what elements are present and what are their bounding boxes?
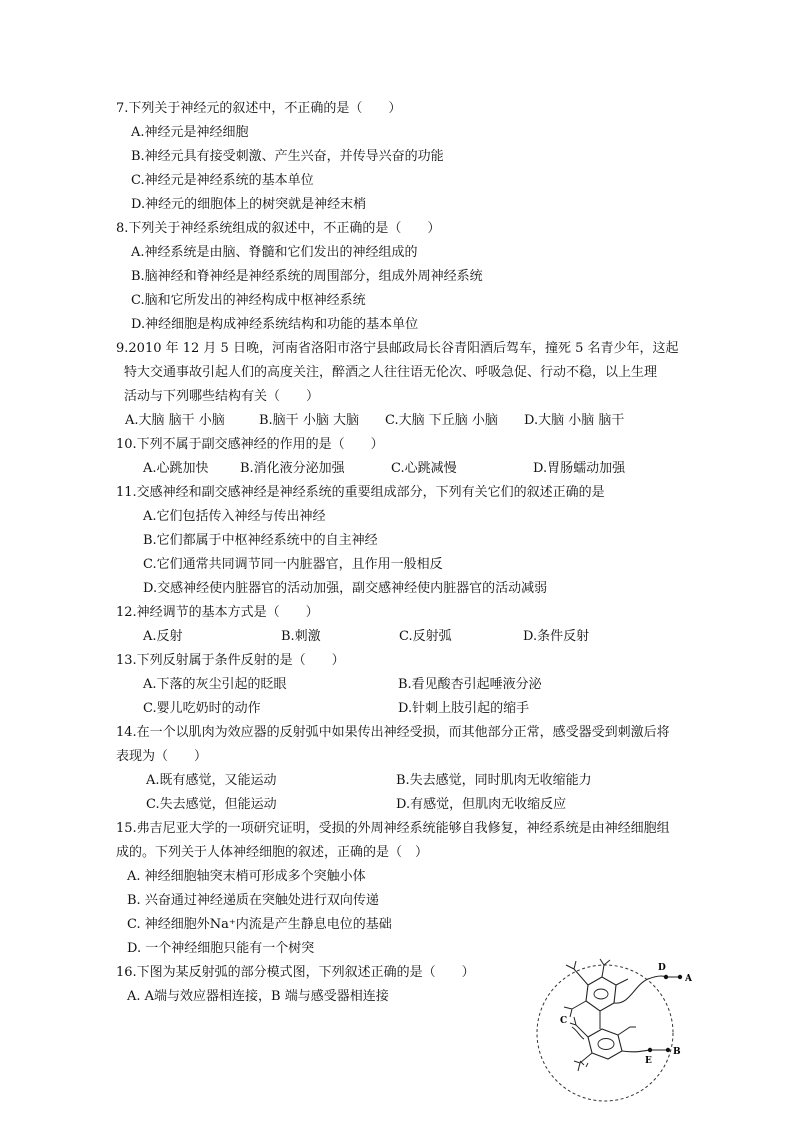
q14-stem-line1: 14.在一个以肌肉为效应器的反射弧中如果传出神经受损，而其他部分正常，感受器受到刺激后将	[116, 725, 670, 740]
upper-neuron-body	[586, 977, 616, 1011]
lower-axon	[622, 1050, 650, 1052]
q7-stem: 7.下列关于神经元的叙述中，不正确的是（ ）	[116, 101, 402, 116]
q7-option-b: B.神经元具有接受刺激、产生兴奋，并传导兴奋的功能	[131, 149, 444, 164]
q14-option-b: B.失去感觉，同时肌肉无收缩能力	[396, 773, 592, 788]
q10-option-c: C.心跳减慢	[391, 461, 457, 476]
synapse-c-line	[572, 1027, 584, 1039]
q15-stem-line2: 成的。下列关于人体神经细胞的叙述，正确的是（ ）	[116, 845, 429, 860]
q15-stem-line1: 15.弗吉尼亚大学的一项研究证明，受损的外周神经系统能够自我修复，神经系统是由神经细胞组	[116, 821, 670, 836]
q8-option-a: A.神经系统是由脑、脊髓和它们发出的神经组成的	[131, 245, 418, 260]
q9-option-c: C.大脑 下丘脑 小脑	[385, 413, 498, 428]
q9-option-b: B.脑干 小脑 大脑	[259, 413, 359, 428]
point-d-dot	[664, 975, 668, 979]
q15-option-b: B. 兴奋通过神经递质在突触处进行双向传递	[127, 893, 379, 908]
q12-option-c: C.反射弧	[399, 629, 452, 644]
q12-option-a: A.反射	[143, 629, 183, 644]
q16-option-a: A. A端与效应器相连接，B 端与感受器相连接	[127, 989, 389, 1004]
q10-stem: 10.下列不属于副交感神经的作用的是（ ）	[116, 437, 384, 452]
q9-stem-line3: 活动与下列哪些结构有关（ ）	[124, 389, 320, 404]
q11-option-c: C.它们通常共同调节同一内脏器官，且作用一般相反	[143, 557, 443, 572]
q16-stem: 16.下图为某反射弧的部分模式图，下列叙述正确的是（ ）	[116, 965, 475, 980]
q7-option-c: C.神经元是神经系统的基本单位	[131, 173, 314, 188]
q11-option-b: B.它们都属于中枢神经系统中的自主神经	[143, 533, 378, 548]
q13-option-d: D.针刺上肢引起的缩手	[398, 701, 530, 716]
q10-option-d: D.胃肠蠕动加强	[533, 461, 626, 476]
q9-stem-line2: 特大交通事故引起人们的高度关注，醉酒之人往往语无伦次、呼吸急促、行动不稳，以上生理	[124, 365, 658, 380]
q13-option-a: A.下落的灰尘引起的眨眼	[143, 677, 287, 692]
q9-option-d: D.大脑 小脑 脑干	[524, 413, 625, 428]
point-b-dot	[666, 1048, 670, 1052]
q15-option-a: A. 神经细胞轴突末梢可形成多个突触小体	[127, 869, 366, 884]
q9-option-a: A.大脑 脑干 小脑	[125, 413, 225, 428]
q7-option-d: D.神经元的细胞体上的树突就是神经末梢	[131, 197, 367, 212]
q14-stem-line2: 表现为（ ）	[116, 749, 208, 764]
label-d: D	[658, 963, 666, 973]
lower-neuron-dendrites	[570, 1011, 636, 1071]
q13-option-b: B.看见酸杏引起唾液分泌	[398, 677, 542, 692]
upper-neuron-nucleus	[594, 989, 608, 999]
q11-stem: 11.交感神经和副交感神经是神经系统的重要组成部分，下列有关它们的叙述正确的是	[116, 485, 605, 500]
q14-option-c: C.失去感觉，但能运动	[146, 797, 277, 812]
q15-option-c: C. 神经细胞外Na⁺内流是产生静息电位的基础	[127, 917, 392, 932]
q10-option-b: B.消化液分泌加强	[240, 461, 345, 476]
q11-option-a: A.它们包括传入神经与传出神经	[143, 509, 326, 524]
q7-option-a: A.神经元是神经细胞	[131, 125, 249, 140]
upper-axon	[614, 976, 666, 1003]
label-b: B	[673, 1047, 681, 1057]
q8-option-b: B.脑神经和脊神经是神经系统的周围部分，组成外周神经系统	[131, 269, 483, 284]
q14-option-a: A.既有感觉，又能运动	[146, 773, 277, 788]
lower-neuron-nucleus	[598, 1039, 614, 1050]
q8-option-c: C.脑和它所发出的神经构成中枢神经系统	[131, 293, 366, 308]
q8-stem: 8.下列关于神经系统组成的叙述中，不正确的是（ ）	[116, 221, 441, 236]
lower-neuron-body	[588, 1029, 622, 1059]
reflex-arc-diagram	[530, 955, 700, 1115]
q8-option-d: D.神经细胞是构成神经系统结构和功能的基本单位	[131, 317, 419, 332]
point-a-dot	[678, 975, 682, 979]
label-e: E	[645, 1056, 652, 1066]
q10-option-a: A.心跳加快	[143, 461, 209, 476]
q12-option-b: B.刺激	[281, 629, 321, 644]
q15-option-d: D. 一个神经细胞只能有一个树突	[127, 941, 315, 956]
label-c: C	[560, 1016, 568, 1026]
terminal-marks	[580, 1061, 588, 1067]
label-a: A	[685, 974, 692, 984]
q14-option-d: D.有感觉，但肌肉无收缩反应	[396, 797, 567, 812]
dashed-boundary-circle	[537, 965, 673, 1101]
q12-option-d: D.条件反射	[523, 629, 590, 644]
point-e-dot	[648, 1048, 652, 1052]
q13-stem: 13.下列反射属于条件反射的是（ ）	[116, 653, 345, 668]
q9-stem-line1: 9.2010 年 12 月 5 日晚，河南省洛阳市洛宁县邮政局长谷青阳酒后驾车，撞死 5 名青少年，这起	[116, 341, 679, 356]
q13-option-c: C.婴儿吃奶时的动作	[143, 701, 261, 716]
q12-stem: 12.神经调节的基本方式是（ ）	[116, 605, 319, 620]
q11-option-d: D.交感神经使内脏器官的活动加强，副交感神经使内脏器官的活动减弱	[143, 581, 548, 596]
